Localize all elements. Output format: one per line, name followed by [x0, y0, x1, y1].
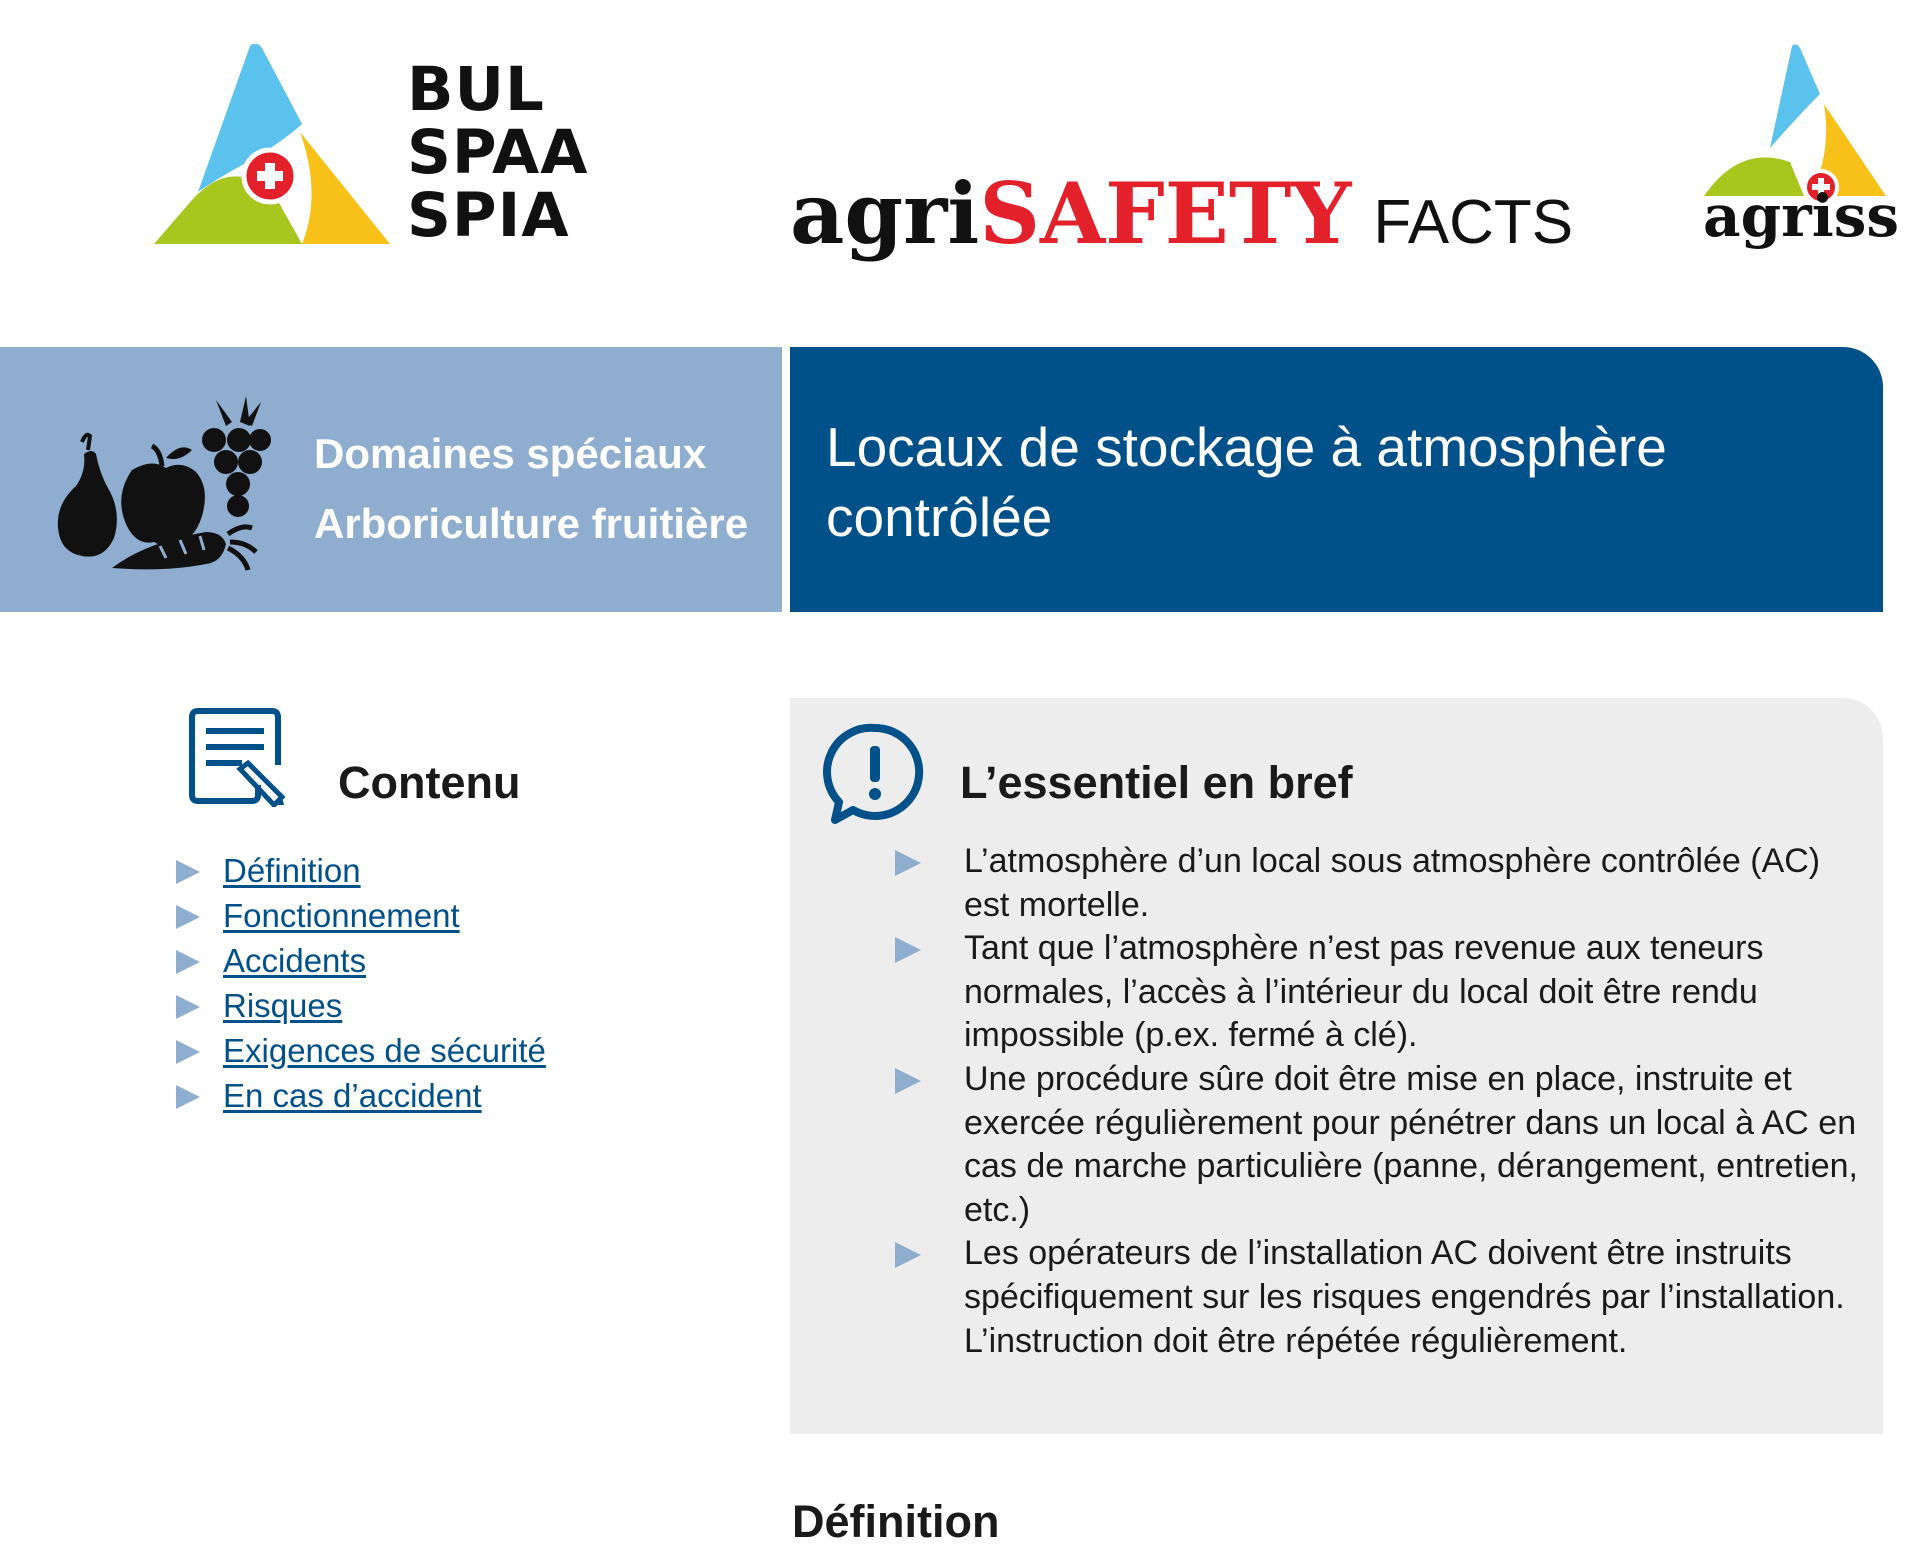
- essentials-item-text: Les opérateurs de l’installation AC doivent être instruits spécifiquement sur les risques engendrés par l’installation. L’instruction doit être répétée régulièrement.: [964, 1234, 1845, 1360]
- agrisafety-facts-brand: [790, 164, 1573, 263]
- essentials-title: L’essentiel en bref: [960, 757, 1353, 808]
- contents-link-fonctionnement[interactable]: Fonctionnement: [223, 897, 460, 934]
- org-logo-line: SPAA: [407, 117, 589, 188]
- contents-list: [176, 848, 546, 1118]
- contents-link-exigences[interactable]: Exigences de sécurité: [223, 1032, 546, 1069]
- triangle-bullet-icon: [176, 860, 200, 884]
- contents-link-risques[interactable]: Risques: [223, 987, 343, 1024]
- contents-item: [176, 983, 546, 1028]
- essentials-item: [895, 840, 1870, 927]
- page-title: Locaux de stockage à atmosphère contrôlée: [826, 416, 1667, 548]
- fruit-vegetable-icon: [56, 392, 271, 575]
- triangle-bullet-icon: [176, 950, 200, 974]
- contents-item: [176, 848, 546, 893]
- exclamation-speech-bubble-icon: [823, 722, 927, 826]
- contents-item: [176, 1028, 546, 1073]
- bul-triangle-logo: [152, 44, 392, 254]
- domain-category: Domaines spéciaux: [314, 430, 707, 477]
- org-logo-line: BUL: [407, 54, 545, 125]
- triangle-bullet-icon: [895, 1068, 921, 1094]
- brand-prefix: agri: [790, 164, 980, 263]
- document-edit-icon: [188, 707, 286, 807]
- triangle-bullet-icon: [176, 995, 200, 1019]
- org-logo-text: [407, 54, 589, 251]
- triangle-bullet-icon: [176, 1040, 200, 1064]
- triangle-bullet-icon: [895, 850, 921, 876]
- contents-item: [176, 938, 546, 983]
- essentials-item: [895, 927, 1870, 1058]
- contents-item: [176, 1073, 546, 1118]
- section-heading-definition: Définition: [792, 1496, 1000, 1547]
- brand-suffix: FACTS: [1373, 188, 1574, 257]
- essentials-list: [895, 840, 1870, 1363]
- contents-link-definition[interactable]: Définition: [223, 852, 361, 889]
- essentials-item-text: Tant que l’atmosphère n’est pas revenue aux teneurs normales, l’accès à l’intérieur du local doit être rendu impossible (p.ex. fermé à clé).: [964, 929, 1764, 1055]
- triangle-bullet-icon: [895, 1242, 921, 1268]
- essentials-item: [895, 1058, 1870, 1232]
- contents-link-accidents[interactable]: Accidents: [223, 942, 367, 979]
- partner-logo-text: agriss: [1703, 182, 1900, 250]
- org-logo-line: SPIA: [407, 180, 570, 251]
- essentials-item-text: Une procédure sûre doit être mise en place, instruite et exercée régulièrement pour pénétrer dans un local à AC en cas de marche particulière (panne, dérangement, entretien, etc.): [964, 1059, 1858, 1229]
- triangle-bullet-icon: [176, 905, 200, 929]
- essentials-item-text: L’atmosphère d’un local sous atmosphère contrôlée (AC) est mortelle.: [964, 842, 1821, 924]
- essentials-item: [895, 1232, 1870, 1363]
- domain-subcategory: Arboriculture fruitière: [314, 500, 749, 547]
- brand-highlight: SAFETY: [979, 164, 1352, 263]
- contents-item: [176, 893, 546, 938]
- triangle-bullet-icon: [895, 937, 921, 963]
- contents-title: Contenu: [338, 757, 521, 808]
- contents-link-accident[interactable]: En cas d’accident: [223, 1077, 482, 1114]
- triangle-bullet-icon: [176, 1085, 200, 1109]
